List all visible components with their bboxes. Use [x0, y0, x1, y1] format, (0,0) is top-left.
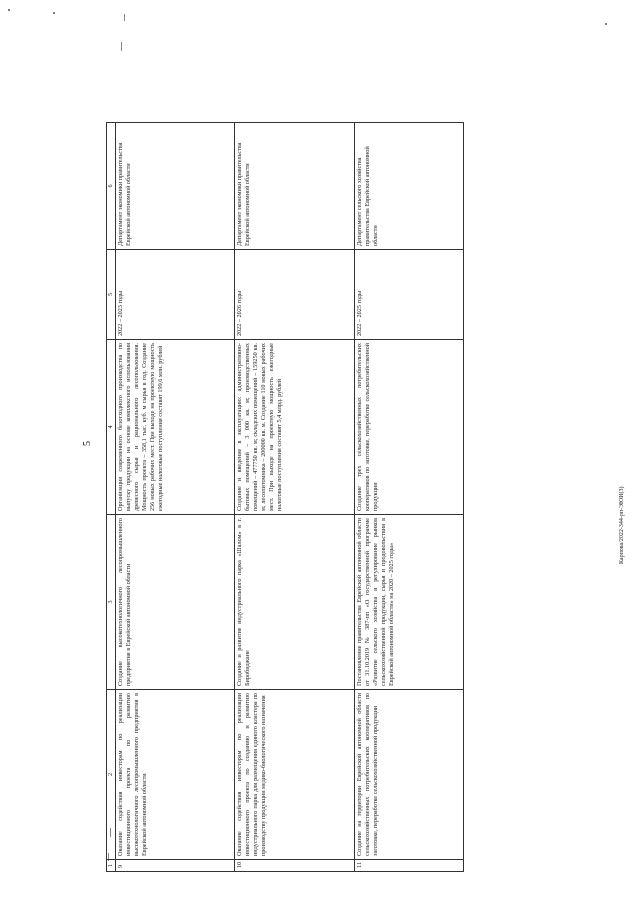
table-row: [355, 123, 464, 872]
result-cell: Создание и введение в эксплуатацию: административно-бытовых помещений – 3 000 кв. м; производственных помещений – 477750 кв. м; складских помещений – 159250 кв. м; лесопитомника – 200000 кв. м. Создание 110 новых рабочих мест. При выходе на проектную мощность ежегодные налоговые поступления составят 5,4 млрд. рублей: [235, 340, 355, 515]
scan-speck: [53, 12, 55, 14]
period-cell: 2022 – 2025 годы: [355, 250, 464, 340]
scan-mark: [124, 14, 125, 21]
header-cell: 4: [107, 340, 116, 515]
task-cell: Оказание содействия инвесторам по реализации инвестиционного проекта по развитию высокотехнологичного лесопромышленного предприятия в Еврейской автономной области: [116, 690, 235, 860]
period-cell: 2022 – 2023 годы: [116, 250, 235, 340]
measure-cell: Создание и развитие индустриального парка «Шалом» в г. Биробиджане: [235, 515, 355, 690]
scan-speck: [8, 9, 10, 11]
period-cell: 2022 – 2026 годы: [235, 250, 355, 340]
measures-table: [106, 122, 464, 872]
header-cell: 2: [107, 690, 116, 860]
page-number: 5: [82, 441, 93, 446]
header-cell: 1: [107, 860, 116, 872]
row-number: 9: [116, 860, 235, 872]
scan-speck: [605, 23, 607, 25]
responsible-cell: Департамент экономики правительства Еврейской автономной области: [235, 123, 355, 250]
task-cell: Создание на территории Еврейской автономной области сельскохозяйственных потребительских кооперативов по заготовке, переработке сельскохозяйственной продукции: [355, 690, 464, 860]
measure-cell: Создание высокотехнологичного лесопромышленного предприятия в Еврейской автономной области: [116, 515, 235, 690]
table-row: [235, 123, 355, 872]
row-number: 11: [355, 860, 464, 872]
task-cell: Оказание содействия инвесторам по реализации инвестиционного проекта по созданию и развитию индустриального парка для размещения единого кластера по производству продукции медико-биологического назначения: [235, 690, 355, 860]
row-number: 10: [235, 860, 355, 872]
result-cell: Создание трех сельскохозяйственных потребительских кооперативов по заготовке, переработке сельскохозяйственной продукции: [355, 340, 464, 515]
table-header-row: [107, 123, 116, 872]
rotated-table-area: [106, 122, 464, 872]
table-row: [116, 123, 235, 872]
scan-mark: [121, 42, 122, 51]
result-cell: Организация современного безотходного производства по выпуску продукции на основе комплексного использования древесного сырья и рационального лесопользования. Мощность проекта – 358,1 тыс. куб. м сырья в год. Создание 256 новых рабочих мест. При выходе на проектную мощность ежегодные налоговые поступления составят 199,6 млн. рублей: [116, 340, 235, 515]
header-cell: 5: [107, 250, 116, 340]
header-cell: 3: [107, 515, 116, 690]
responsible-cell: Департамент сельского хозяйства правительства Еврейской автономной области: [355, 123, 464, 250]
header-cell: 6: [107, 123, 116, 250]
document-code: Карпова/2022-344-рп-ЭЮИ(3): [619, 486, 625, 564]
measure-cell: Постановление правительства Еврейской автономной области от 31.10.2019 № 387-пп «О государственной программе «Развитие сельского хозяйства и регулирование рынков сельскохозяйственной продукции, сырья и продовольствия в Еврейской автономной области» на 2020 – 2025 годы»: [355, 515, 464, 690]
responsible-cell: Департамент экономики правительства Еврейской автономной области: [116, 123, 235, 250]
